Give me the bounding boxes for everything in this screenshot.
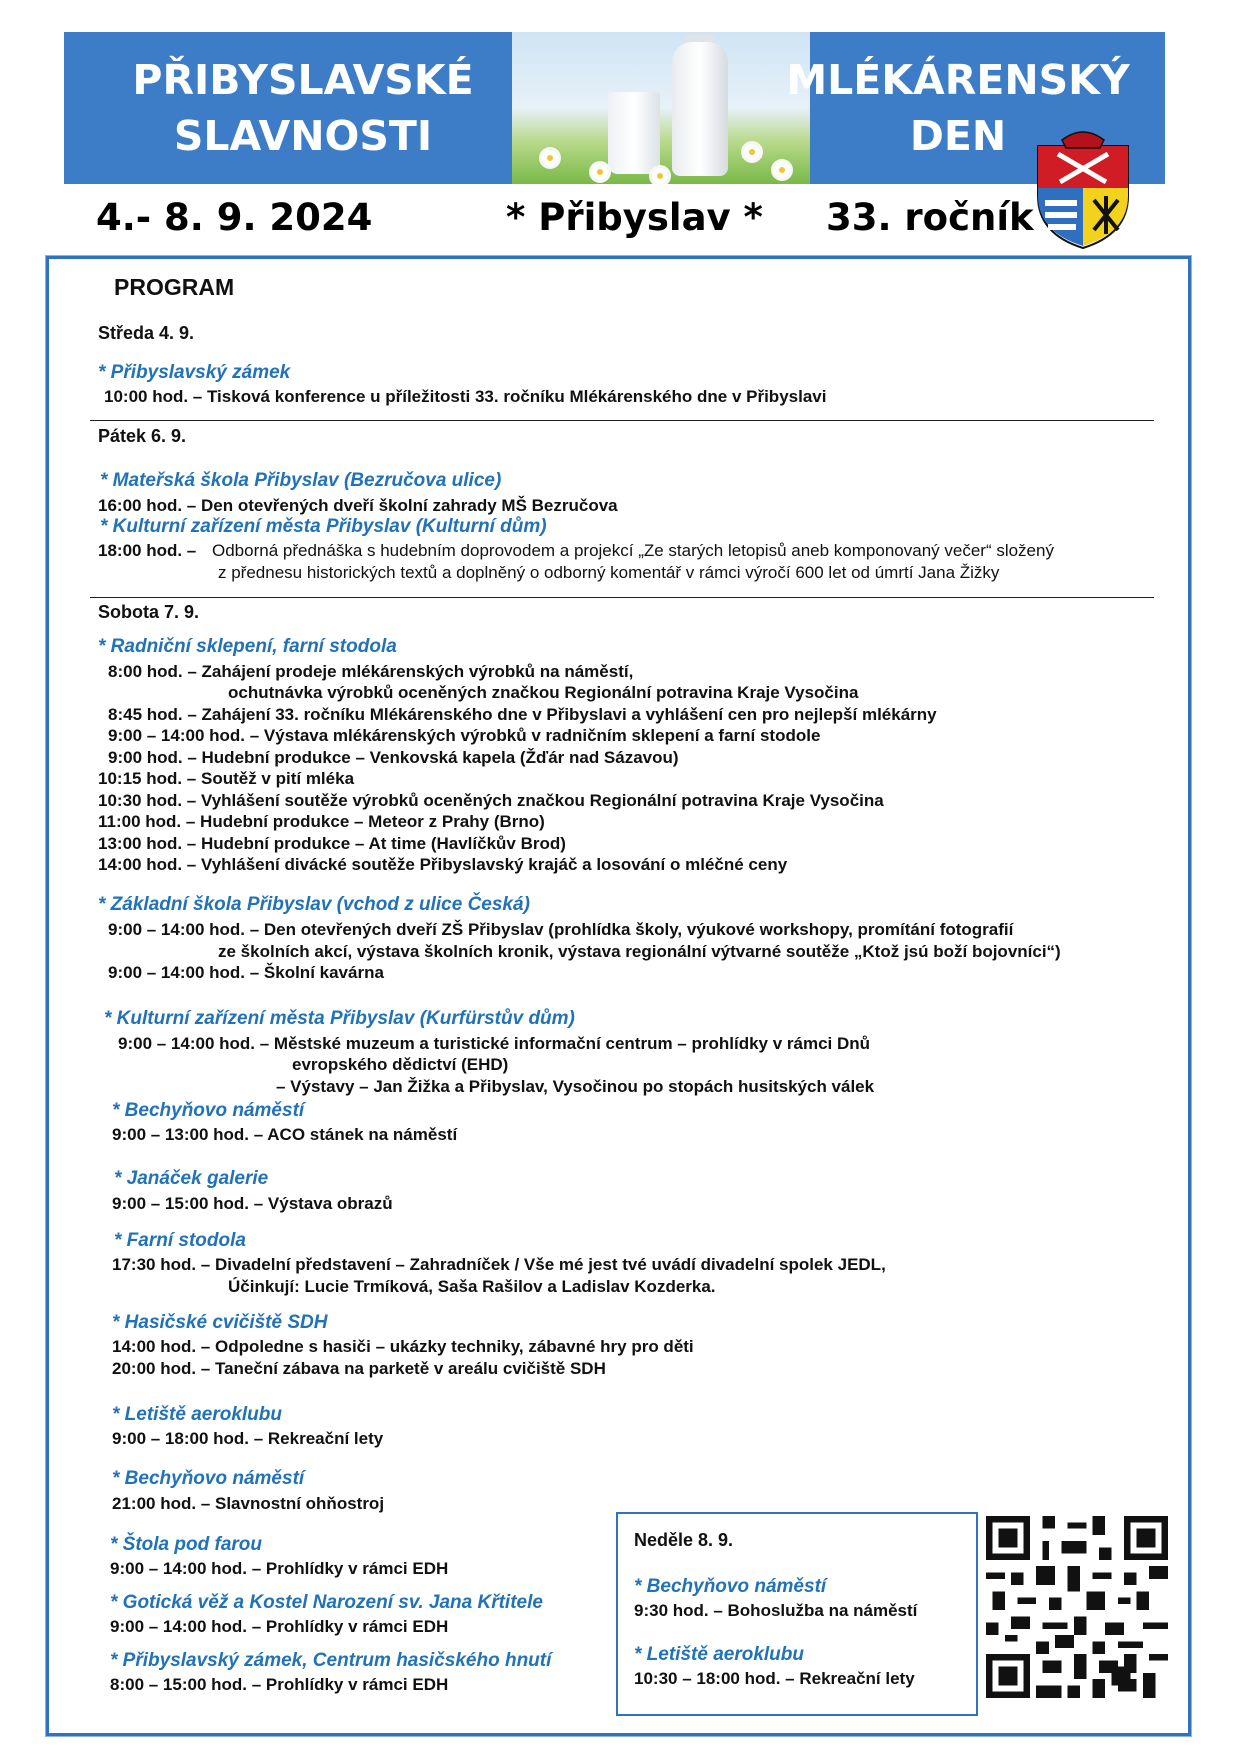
program-line: 9:00 – 14:00 hod. – Den otevřených dveří ZŠ Přibyslav (prohlídka školy, výukové workshopy, promítání fotografií [108,920,1014,939]
venue-heading: * Přibyslavský zámek [98,362,291,383]
program-line-time: 18:00 hod. – [98,541,197,560]
program-title: PROGRAM [114,274,235,300]
program-line: – Výstavy – Jan Žižka a Přibyslav, Vysočinou po stopách husitských válek [276,1077,875,1096]
program-line: 14:00 hod. – Odpoledne s hasiči – ukázky techniky, zábavné hry pro děti [112,1337,694,1356]
program-line: 10:30 – 18:00 hod. – Rekreační lety [634,1669,915,1688]
program-line: 8:45 hod. – Zahájení 33. ročníku Mlékárenského dne v Přibyslavi a vyhlášení cen pro nejlepší mlékárny [108,705,937,724]
program-line: evropského dědictví (EHD) [292,1055,509,1074]
daisy-icon [542,150,558,166]
program-line: 21:00 hod. – Slavnostní ohňostroj [112,1494,385,1513]
venue-heading: * Kulturní zařízení města Přibyslav (Kurfürstův dům) [104,1008,575,1029]
program-line: 10:00 hod. – Tisková konference u příležitosti 33. ročníku Mlékárenského dne v Přibyslavi [104,387,827,406]
program-line: 20:00 hod. – Taneční zábava na parketě v areálu cvičiště SDH [112,1359,606,1378]
venue-heading: * Bechyňovo náměstí [112,1100,305,1121]
program-line: Účinkují: Lucie Trmíková, Saša Rašilov a Ladislav Kozderka. [228,1277,716,1296]
banner-left-line1: PŘIBYSLAVSKÉ [132,56,474,104]
program-line: 9:00 – 18:00 hod. – Rekreační lety [112,1429,384,1448]
program-line: 17:30 hod. – Divadelní představení – Zahradníček / Vše mé jest tvé uvádí divadelní spolek JEDL, [112,1255,886,1274]
day-saturday: Sobota 7. 9. [98,602,200,622]
program-line: 9:00 – 15:00 hod. – Výstava obrazů [112,1194,393,1213]
daisy-icon [744,144,760,160]
venue-heading: * Radniční sklepení, farní stodola [98,636,397,657]
milk-glass-icon [608,92,660,174]
qr-code-icon[interactable] [986,1516,1168,1698]
milk-bottle-icon [672,42,728,176]
venue-heading: * Janáček galerie [114,1168,269,1189]
venue-heading: * Bechyňovo náměstí [634,1576,827,1597]
sunday-box [616,1512,978,1716]
day-sunday: Neděle 8. 9. [634,1530,734,1550]
venue-heading: * Mateřská škola Přibyslav (Bezručova ulice) [100,470,502,491]
banner-right-line1: MLÉKÁRENSKÝ [786,56,1130,104]
coat-of-arms-icon [1036,126,1130,250]
program-line: ze školních akcí, výstava školních kronik, výstava regionální výtvarné soutěže „Ktož jsú boží bojovníci“) [218,942,1061,961]
program-line: 10:30 hod. – Vyhlášení soutěže výrobků oceněných značkou Regionální potravina Kraje Vysočina [98,791,884,810]
program-line: 9:00 hod. – Hudební produkce – Venkovská kapela (Žďár nad Sázavou) [108,748,679,767]
program-line: ochutnávka výrobků oceněných značkou Regionální potravina Kraje Vysočina [228,683,859,702]
daisy-icon [652,168,668,184]
divider [90,420,1154,421]
event-edition: 33. ročník [826,196,1034,239]
program-line: 9:00 – 14:00 hod. – Prohlídky v rámci EDH [110,1617,449,1636]
program-line: 9:00 – 14:00 hod. – Školní kavárna [108,963,384,982]
program-line: 9:00 – 14:00 hod. – Městské muzeum a turistické informační centrum – prohlídky v rámci Dnů [118,1034,871,1053]
header-banner [64,32,1165,184]
banner-right-line2: DEN [909,112,1007,160]
venue-heading: * Letiště aeroklubu [634,1644,804,1665]
program-line: z přednesu historických textů a doplněný o odborný komentář v rámci výročí 600 let od úmrtí Jana Žižky [218,563,1000,582]
divider [90,597,1154,598]
program-line: 8:00 – 15:00 hod. – Prohlídky v rámci EDH [110,1675,449,1694]
banner-title-left [78,32,528,184]
event-place: * Přibyslav * [506,196,763,239]
venue-heading: * Gotická věž a Kostel Narození sv. Jana Křtitele [110,1592,543,1613]
venue-heading: * Kulturní zařízení města Přibyslav (Kulturní dům) [100,516,547,537]
venue-heading: * Přibyslavský zámek, Centrum hasičského hnutí [110,1650,552,1671]
program-line: 9:00 – 14:00 hod. – Výstava mlékárenských výrobků v radničním sklepení a farní stodole [108,726,821,745]
venue-heading: * Základní škola Přibyslav (vchod z ulice Česká) [98,894,530,915]
venue-heading: * Hasičské cvičiště SDH [112,1312,328,1333]
program-line: 9:00 – 14:00 hod. – Prohlídky v rámci EDH [110,1559,449,1578]
program-line: 14:00 hod. – Vyhlášení divácké soutěže Přibyslavský krajáč a losování o mléčné ceny [98,855,788,874]
program-line: 9:30 hod. – Bohoslužba na náměstí [634,1601,918,1620]
program-line: 8:00 hod. – Zahájení prodeje mlékárenských výrobků na náměstí, [108,662,634,681]
program-line: Odborná přednáška s hudebním doprovodem a projekcí „Ze starých letopisů aneb komponovaný večer“ složený [212,541,1054,560]
program-line: 10:15 hod. – Soutěž v pití mléka [98,769,355,788]
program-line: 13:00 hod. – Hudební produkce – At time (Havlíčkův Brod) [98,834,566,853]
venue-heading: * Štola pod farou [110,1534,262,1555]
program-line: 9:00 – 13:00 hod. – ACO stánek na náměstí [112,1125,458,1144]
program-line: 11:00 hod. – Hudební produkce – Meteor z Prahy (Brno) [98,812,545,831]
event-dates: 4.- 8. 9. 2024 [96,196,373,239]
day-friday: Pátek 6. 9. [98,426,187,446]
day-wednesday: Středa 4. 9. [98,323,195,343]
venue-heading: * Letiště aeroklubu [112,1404,282,1425]
venue-heading: * Bechyňovo náměstí [112,1468,305,1489]
program-line: 16:00 hod. – Den otevřených dveří školní zahrady MŠ Bezručova [98,496,618,515]
banner-left-line2: SLAVNOSTI [173,112,433,160]
venue-heading: * Farní stodola [114,1230,246,1251]
daisy-icon [592,164,608,180]
